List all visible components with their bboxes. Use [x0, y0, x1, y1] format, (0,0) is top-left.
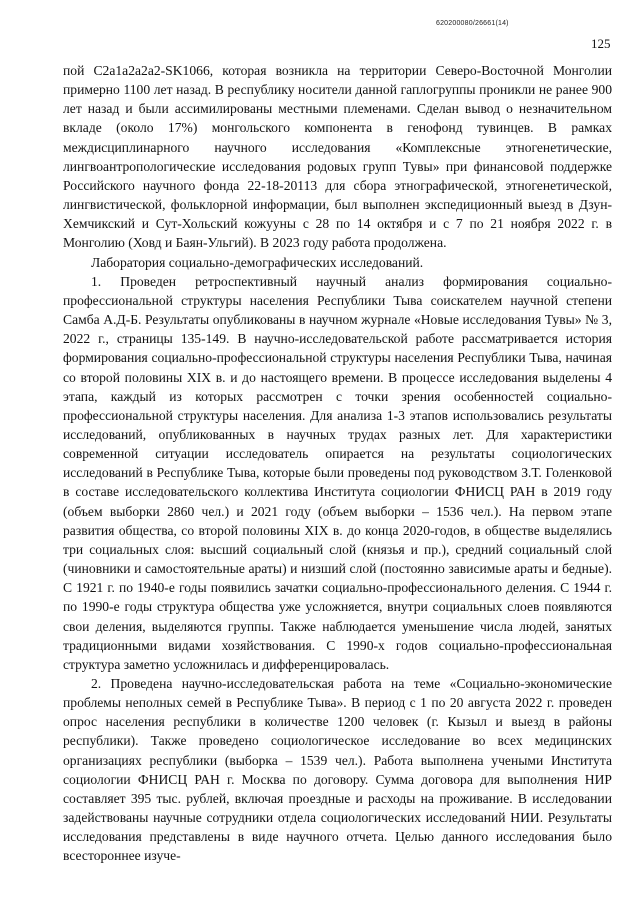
paragraph-item-1: 1. Проведен ретроспективный научный анализ формирования социально-профессиональной структуры населения Республики Тыва соискателем научной степени Самба А.Д-Б. Результаты опубликованы в научном журнале «Новые исследования Тувы» № 3, 2022 г., страницы 135-149. В научно-исследовательской работе рассматривается история формирования социально-профессиональной структуры населения Республики Тыва, начиная со второй половины XIX в. и до настоящего времени. В процессе исследования выделены 4 этапа, каждый из которых рассмотрен с точки зрения особенностей социально-профессиональной структуры населения. Для анализа 1-3 этапов использовались результаты исследований, опубликованных в научных трудах разных лет. Для характеристики современной ситуации исследователь опирается на результаты социологических исследований в Республике Тыва, которые были проведены под руководством З.Т. Голенковой в составе исследовательского коллектива Института социологии ФНИСЦ РАН в 2019 году (объем выборки 2860 чел.) и 2021 году (объем выборки – 1536 чел.). На первом этапе развития общества, со второй половины XIX в. до конца 2020-годов, в обществе выделялись три социальных слоя: высший социальный слой (князья и пр.), средний социальный слой (чиновники и самостоятельные араты) и низший слой (постоянно зависимые араты и бедные). С 1921 г. по 1940-е годы появились зачатки социально-профессионального деления. С 1944 г. по 1990-е годы структура общества уже усложняется, внутри социальных слоев появляются свои деления, выделяются группы. Также наблюдается уменьшение числа людей, занятых традиционными видами хозяйствования. С 1990-х годов социально-профессиональная структура заметно усложнилась и дифференцировалась.: [63, 273, 612, 672]
paragraph-genetics-continuation: пой C2a1a2a2a2-SK1066, которая возникла на территории Северо-Восточной Монголии примерно 1100 лет назад. В республику носители данной гаплогруппы проникли не ранее 900 лет назад и были ассимилированы местными племенами. Сделан вывод о незначительном вкладе (около 17%) монгольского компонента в генофонд тувинцев. В рамках междисциплинарного научного исследования «Комплексные этногенетические, лингвоантропологические исследования родовых групп Тувы» при финансовой поддержке Российского научного фонда 22-18-20113 для сбора этнографической, этногенетической, лингвистической, фольклорной информации, был выполнен экспедиционный выезд в Дзун-Хемчикский и Сут-Хольский кожууны с 28 по 14 октября и с 7 по 21 ноября 2022 г. в Монголию (Ховд и Баян-Ульгий). В 2023 году работа продолжена.: [63, 63, 612, 251]
paragraph-item-2: 2. Проведена научно-исследовательская работа на теме «Социально-экономические проблемы неполных семей в Республике Тыва». В период с 1 по 20 августа 2022 г. проведен опрос населения республики в количестве 1200 человек (г. Кызыл и выезд в районы республики). Также проведено социологическое исследование во всех медицинских организациях республики (выборка – 1539 чел.). Работа выполнена учеными Института социологии ФНИСЦ РАН г. Москва по договору. Сумма договора для выполнения НИР составляет 395 тыс. рублей, включая проездные и расходы на проживание. В исследовании задействованы научные сотрудники отдела социологических исследований НИИ. Результаты исследования представлены в виде научного отчета. Целью данного исследования было всестороннее изуче-: [63, 676, 612, 864]
document-id: 620200080/26661(14): [436, 20, 509, 27]
lab-heading: Лаборатория социально-демографических исследований.: [91, 254, 424, 270]
page-body: [63, 61, 612, 866]
page-number: 125: [591, 36, 611, 51]
